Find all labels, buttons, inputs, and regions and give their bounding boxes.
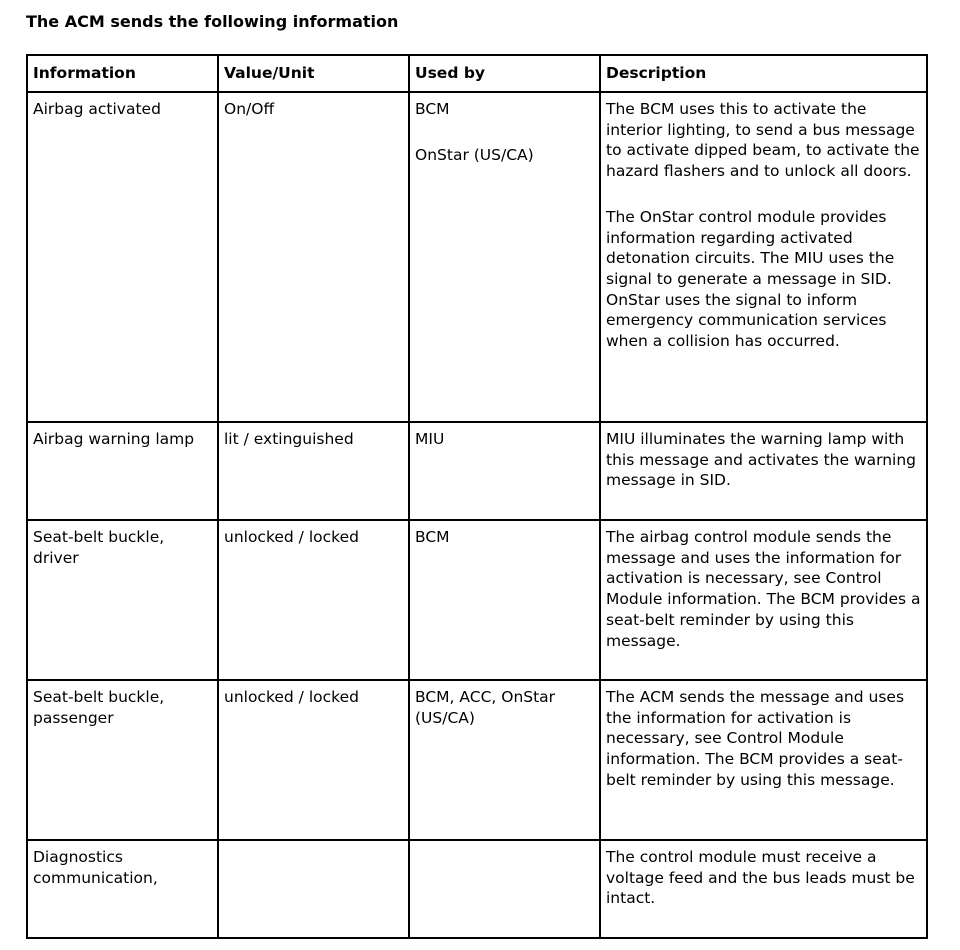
- description-paragraph: The ACM sends the message and uses the information for activation is necessary, see Control Module information. The BCM provides a seat-belt reminder by using this message.: [606, 688, 905, 789]
- table-row: [27, 520, 927, 680]
- cell-used-by: [409, 422, 600, 520]
- used-by-item: MIU: [415, 430, 445, 448]
- cell-value: lit / extinguished: [218, 422, 409, 520]
- description-paragraph: The airbag control module sends the message and uses the information for activation is necessary, see Control Module information. The BCM provides a seat-belt reminder by using this message.: [606, 528, 921, 650]
- info-table: [26, 54, 928, 939]
- cell-value: unlocked / locked: [218, 680, 409, 840]
- header-used-by: Used by: [409, 55, 600, 92]
- cell-used-by: [409, 520, 600, 680]
- cell-used-by: [409, 680, 600, 840]
- cell-description: [600, 840, 927, 938]
- header-information: Information: [27, 55, 218, 92]
- cell-used-by: [409, 840, 600, 938]
- cell-information: Seat-belt buckle, passenger: [27, 680, 218, 840]
- cell-description: [600, 680, 927, 840]
- description-paragraph: The OnStar control module provides information regarding activated detonation circuits. The MIU uses the signal to generate a message in SID. OnStar uses the signal to inform emergency communication services when a collision has occurred.: [606, 207, 895, 351]
- description-paragraph: The BCM uses this to activate the interior lighting, to send a bus message to activate dipped beam, to activate the hazard flashers and to unlock all doors.: [606, 100, 920, 181]
- header-value-unit: Value/Unit: [218, 55, 409, 92]
- used-by-item: BCM, ACC, OnStar (US/CA): [415, 688, 556, 727]
- used-by-item: BCM: [415, 528, 450, 546]
- used-by-item: OnStar (US/CA): [415, 145, 534, 164]
- used-by-item: BCM: [415, 100, 450, 118]
- table-row: [27, 840, 927, 938]
- cell-description: [600, 92, 927, 422]
- table-row: [27, 680, 927, 840]
- description-paragraph: The control module must receive a voltage feed and the bus leads must be intact.: [606, 848, 915, 908]
- cell-description: [600, 422, 927, 520]
- cell-value: unlocked / locked: [218, 520, 409, 680]
- table-row: [27, 92, 927, 422]
- description-paragraph: MIU illuminates the warning lamp with this message and activates the warning message in SID.: [606, 430, 917, 490]
- cell-information: Airbag activated: [27, 92, 218, 422]
- cell-value: [218, 840, 409, 938]
- table-header-row: [27, 55, 927, 92]
- cell-description: [600, 520, 927, 680]
- cell-information: Seat-belt buckle, driver: [27, 520, 218, 680]
- cell-used-by: [409, 92, 600, 422]
- page-title: The ACM sends the following information: [26, 12, 399, 31]
- header-description: Description: [600, 55, 927, 92]
- cell-information: Diagnostics communication,: [27, 840, 218, 938]
- table-row: [27, 422, 927, 520]
- cell-information: Airbag warning lamp: [27, 422, 218, 520]
- cell-value: On/Off: [218, 92, 409, 422]
